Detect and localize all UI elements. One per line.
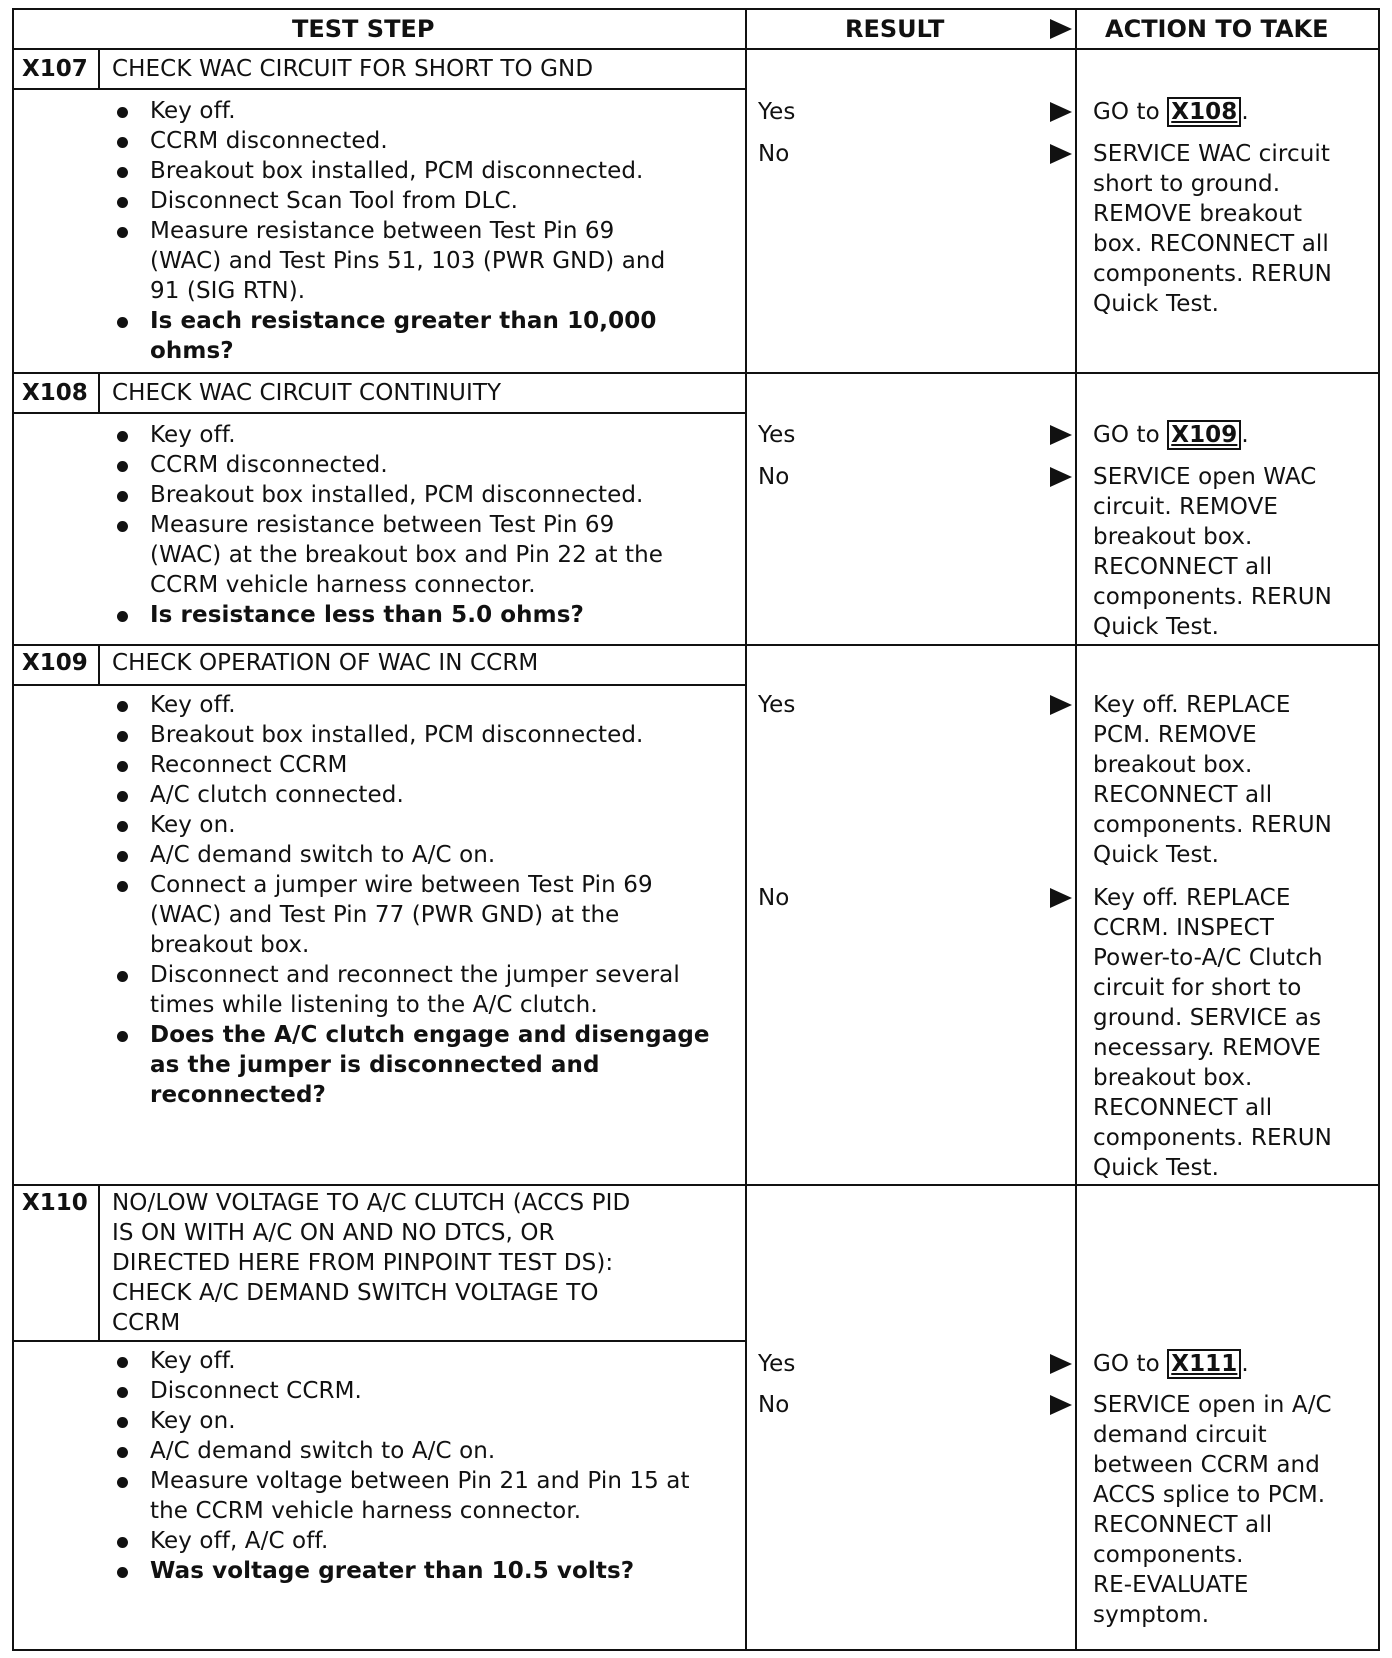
bullet-icon bbox=[117, 701, 128, 712]
action-text-x109: components. RERUN bbox=[1093, 812, 1332, 838]
goto-x109-link[interactable]: X109 bbox=[1167, 420, 1241, 450]
action-text-x109: breakout box. bbox=[1093, 752, 1253, 778]
bullet-icon bbox=[117, 761, 128, 772]
bullet-text-x109: reconnected? bbox=[150, 1082, 326, 1108]
bullet-text-x107: Breakout box installed, PCM disconnected. bbox=[150, 158, 644, 184]
bullet-icon bbox=[117, 227, 128, 238]
action-text-x107: Quick Test. bbox=[1093, 291, 1220, 317]
arrow-right-icon bbox=[1050, 1395, 1072, 1415]
result-no-x107: No bbox=[758, 141, 790, 167]
bullet-text-x107: Is each resistance greater than 10,000 bbox=[150, 308, 657, 334]
arrow-right-icon bbox=[1050, 1354, 1072, 1374]
row-divider-x110 bbox=[12, 1184, 1380, 1186]
arrow-right-icon bbox=[1050, 144, 1072, 164]
action-text-x107: box. RECONNECT all bbox=[1093, 231, 1329, 257]
bullet-text-x108: Key off. bbox=[150, 422, 236, 448]
action-text-x109: components. RERUN bbox=[1093, 1125, 1332, 1151]
bullet-text-x110: Key off, A/C off. bbox=[150, 1528, 329, 1554]
bullet-text-x108: CCRM vehicle harness connector. bbox=[150, 572, 536, 598]
step-id-x109: X109 bbox=[22, 650, 88, 676]
action-text-x107: SERVICE WAC circuit bbox=[1093, 141, 1330, 167]
result-yes-x107: Yes bbox=[758, 99, 796, 125]
bullet-text-x109: Disconnect and reconnect the jumper several bbox=[150, 962, 680, 988]
bullet-icon bbox=[117, 1477, 128, 1488]
step-title-x109-line: CHECK OPERATION OF WAC IN CCRM bbox=[112, 650, 539, 676]
bullet-text-x107: Key off. bbox=[150, 98, 236, 124]
action-text-x108: RECONNECT all bbox=[1093, 554, 1273, 580]
bullet-text-x109: breakout box. bbox=[150, 932, 310, 958]
action-text-x109: necessary. REMOVE bbox=[1093, 1035, 1322, 1061]
header-result: RESULT bbox=[845, 15, 945, 43]
action-text-x107: short to ground. bbox=[1093, 171, 1281, 197]
bullet-text-x109: Breakout box installed, PCM disconnected. bbox=[150, 722, 644, 748]
action-text-x109: Quick Test. bbox=[1093, 1155, 1220, 1181]
bullet-icon bbox=[117, 521, 128, 532]
bullet-icon bbox=[117, 1447, 128, 1458]
action-text-x110: SERVICE open in A/C bbox=[1093, 1392, 1332, 1418]
bullet-icon bbox=[117, 851, 128, 862]
result-no-x110: No bbox=[758, 1392, 790, 1418]
action-text-x110: demand circuit bbox=[1093, 1422, 1267, 1448]
bullet-text-x108: CCRM disconnected. bbox=[150, 452, 388, 478]
bullet-text-x109: as the jumper is disconnected and bbox=[150, 1052, 600, 1078]
bullet-icon bbox=[117, 197, 128, 208]
row-divider-x108 bbox=[12, 372, 1380, 374]
step-number-divider-x108 bbox=[98, 372, 100, 412]
header-divider bbox=[12, 48, 1380, 50]
action-text-x109: PCM. REMOVE bbox=[1093, 722, 1257, 748]
column-divider-result bbox=[745, 8, 747, 1651]
bullet-icon bbox=[117, 317, 128, 328]
bullet-icon bbox=[117, 731, 128, 742]
arrow-right-icon bbox=[1050, 467, 1072, 487]
step-id-x110: X110 bbox=[22, 1190, 88, 1216]
bullet-text-x109: Reconnect CCRM bbox=[150, 752, 348, 778]
goto-x111-link[interactable]: X111 bbox=[1167, 1349, 1241, 1379]
bullet-text-x110: A/C demand switch to A/C on. bbox=[150, 1438, 496, 1464]
action-text-x107: REMOVE breakout bbox=[1093, 201, 1303, 227]
bullet-icon bbox=[117, 1357, 128, 1368]
table-top-border bbox=[12, 8, 1380, 10]
bullet-icon bbox=[117, 1567, 128, 1578]
action-text-x109: Key off. REPLACE bbox=[1093, 885, 1291, 911]
bullet-text-x109: Connect a jumper wire between Test Pin 69 bbox=[150, 872, 653, 898]
bullet-text-x110: Key on. bbox=[150, 1408, 236, 1434]
action-text-x108: Quick Test. bbox=[1093, 614, 1220, 640]
bullet-text-x110: the CCRM vehicle harness connector. bbox=[150, 1498, 582, 1524]
bullet-text-x108: Is resistance less than 5.0 ohms? bbox=[150, 602, 584, 628]
header-arrow-icon bbox=[1050, 19, 1072, 39]
result-yes-x110: Yes bbox=[758, 1351, 796, 1377]
action-text-x109: Key off. REPLACE bbox=[1093, 692, 1291, 718]
bullet-text-x110: Disconnect CCRM. bbox=[150, 1378, 362, 1404]
action-text-x110: components. bbox=[1093, 1542, 1244, 1568]
action-text-x110: symptom. bbox=[1093, 1602, 1210, 1628]
arrow-right-icon bbox=[1050, 695, 1072, 715]
arrow-right-icon bbox=[1050, 425, 1072, 445]
table-bottom-border bbox=[12, 1649, 1380, 1651]
bullet-text-x107: ohms? bbox=[150, 338, 234, 364]
bullet-icon bbox=[117, 791, 128, 802]
step-number-divider-x107 bbox=[98, 50, 100, 88]
action-text-x109: circuit for short to bbox=[1093, 975, 1302, 1001]
bullet-text-x108: Breakout box installed, PCM disconnected. bbox=[150, 482, 644, 508]
action-text-x109: RECONNECT all bbox=[1093, 782, 1273, 808]
step-id-x108: X108 bbox=[22, 380, 88, 406]
action-text-x107: components. RERUN bbox=[1093, 261, 1332, 287]
bullet-text-x108: (WAC) at the breakout box and Pin 22 at the bbox=[150, 542, 664, 568]
bullet-text-x107: Disconnect Scan Tool from DLC. bbox=[150, 188, 519, 214]
bullet-text-x107: Measure resistance between Test Pin 69 bbox=[150, 218, 615, 244]
bullet-icon bbox=[117, 107, 128, 118]
bullet-icon bbox=[117, 1537, 128, 1548]
step-title-x110-line: CCRM bbox=[112, 1310, 181, 1336]
step-title-x110-line: CHECK A/C DEMAND SWITCH VOLTAGE TO bbox=[112, 1280, 599, 1306]
step-id-x107: X107 bbox=[22, 56, 88, 82]
bullet-icon bbox=[117, 1417, 128, 1428]
action-text-x110: RE-EVALUATE bbox=[1093, 1572, 1249, 1598]
step-title-x110-line: NO/LOW VOLTAGE TO A/C CLUTCH (ACCS PID bbox=[112, 1190, 631, 1216]
result-yes-x108: Yes bbox=[758, 422, 796, 448]
bullet-text-x109: Key on. bbox=[150, 812, 236, 838]
column-divider-action bbox=[1075, 8, 1077, 1651]
goto-x108-link[interactable]: X108 bbox=[1167, 97, 1241, 127]
bullet-text-x110: Was voltage greater than 10.5 volts? bbox=[150, 1558, 635, 1584]
result-yes-x109: Yes bbox=[758, 692, 796, 718]
action-text-x109: RECONNECT all bbox=[1093, 1095, 1273, 1121]
bullet-icon bbox=[117, 611, 128, 622]
bullet-text-x107: (WAC) and Test Pins 51, 103 (PWR GND) and bbox=[150, 248, 666, 274]
title-divider-x110 bbox=[12, 1340, 745, 1342]
bullet-icon bbox=[117, 431, 128, 442]
bullet-text-x109: times while listening to the A/C clutch. bbox=[150, 992, 598, 1018]
bullet-icon bbox=[117, 1387, 128, 1398]
bullet-text-x110: Measure voltage between Pin 21 and Pin 15 at bbox=[150, 1468, 690, 1494]
bullet-text-x109: Does the A/C clutch engage and disengage bbox=[150, 1022, 710, 1048]
bullet-text-x108: Measure resistance between Test Pin 69 bbox=[150, 512, 615, 538]
bullet-text-x109: (WAC) and Test Pin 77 (PWR GND) at the bbox=[150, 902, 620, 928]
arrow-right-icon bbox=[1050, 102, 1072, 122]
action-text-x109: breakout box. bbox=[1093, 1065, 1253, 1091]
header-test-step: TEST STEP bbox=[292, 15, 435, 43]
bullet-text-x107: CCRM disconnected. bbox=[150, 128, 388, 154]
step-number-divider-x109 bbox=[98, 644, 100, 684]
action-text-x110: ACCS splice to PCM. bbox=[1093, 1482, 1326, 1508]
row-divider-x109 bbox=[12, 644, 1380, 646]
action-text-x108: circuit. REMOVE bbox=[1093, 494, 1279, 520]
action-text-x110: between CCRM and bbox=[1093, 1452, 1320, 1478]
step-title-x110-line: IS ON WITH A/C ON AND NO DTCS, OR bbox=[112, 1220, 555, 1246]
action-text-x109: Power-to-A/C Clutch bbox=[1093, 945, 1323, 971]
table-left-border bbox=[12, 8, 14, 1651]
bullet-icon bbox=[117, 821, 128, 832]
bullet-icon bbox=[117, 881, 128, 892]
action-text-x109: Quick Test. bbox=[1093, 842, 1220, 868]
header-action: ACTION TO TAKE bbox=[1105, 15, 1329, 43]
action-text-x108: components. RERUN bbox=[1093, 584, 1332, 610]
result-no-x108: No bbox=[758, 464, 790, 490]
bullet-text-x109: A/C demand switch to A/C on. bbox=[150, 842, 496, 868]
action-text-x108: SERVICE open WAC bbox=[1093, 464, 1317, 490]
action-text-x109: CCRM. INSPECT bbox=[1093, 915, 1274, 941]
bullet-icon bbox=[117, 167, 128, 178]
title-divider-x108 bbox=[12, 412, 745, 414]
action-text-x108: GO to X109 . bbox=[1093, 422, 1249, 448]
result-no-x109: No bbox=[758, 885, 790, 911]
step-title-x107-line: CHECK WAC CIRCUIT FOR SHORT TO GND bbox=[112, 56, 594, 82]
action-text-x110: RECONNECT all bbox=[1093, 1512, 1273, 1538]
arrow-right-icon bbox=[1050, 888, 1072, 908]
bullet-text-x107: 91 (SIG RTN). bbox=[150, 278, 306, 304]
title-divider-x107 bbox=[12, 88, 745, 90]
bullet-text-x109: Key off. bbox=[150, 692, 236, 718]
bullet-text-x109: A/C clutch connected. bbox=[150, 782, 404, 808]
bullet-icon bbox=[117, 137, 128, 148]
bullet-icon bbox=[117, 971, 128, 982]
bullet-text-x110: Key off. bbox=[150, 1348, 236, 1374]
bullet-icon bbox=[117, 491, 128, 502]
title-divider-x109 bbox=[12, 684, 745, 686]
action-text-x107: GO to X108 . bbox=[1093, 99, 1249, 125]
step-title-x110-line: DIRECTED HERE FROM PINPOINT TEST DS): bbox=[112, 1250, 614, 1276]
action-text-x108: breakout box. bbox=[1093, 524, 1253, 550]
action-text-x110: GO to X111 . bbox=[1093, 1351, 1249, 1377]
step-title-x108-line: CHECK WAC CIRCUIT CONTINUITY bbox=[112, 380, 502, 406]
table-right-border bbox=[1378, 8, 1380, 1651]
action-text-x109: ground. SERVICE as bbox=[1093, 1005, 1322, 1031]
step-number-divider-x110 bbox=[98, 1184, 100, 1340]
bullet-icon bbox=[117, 1031, 128, 1042]
bullet-icon bbox=[117, 461, 128, 472]
